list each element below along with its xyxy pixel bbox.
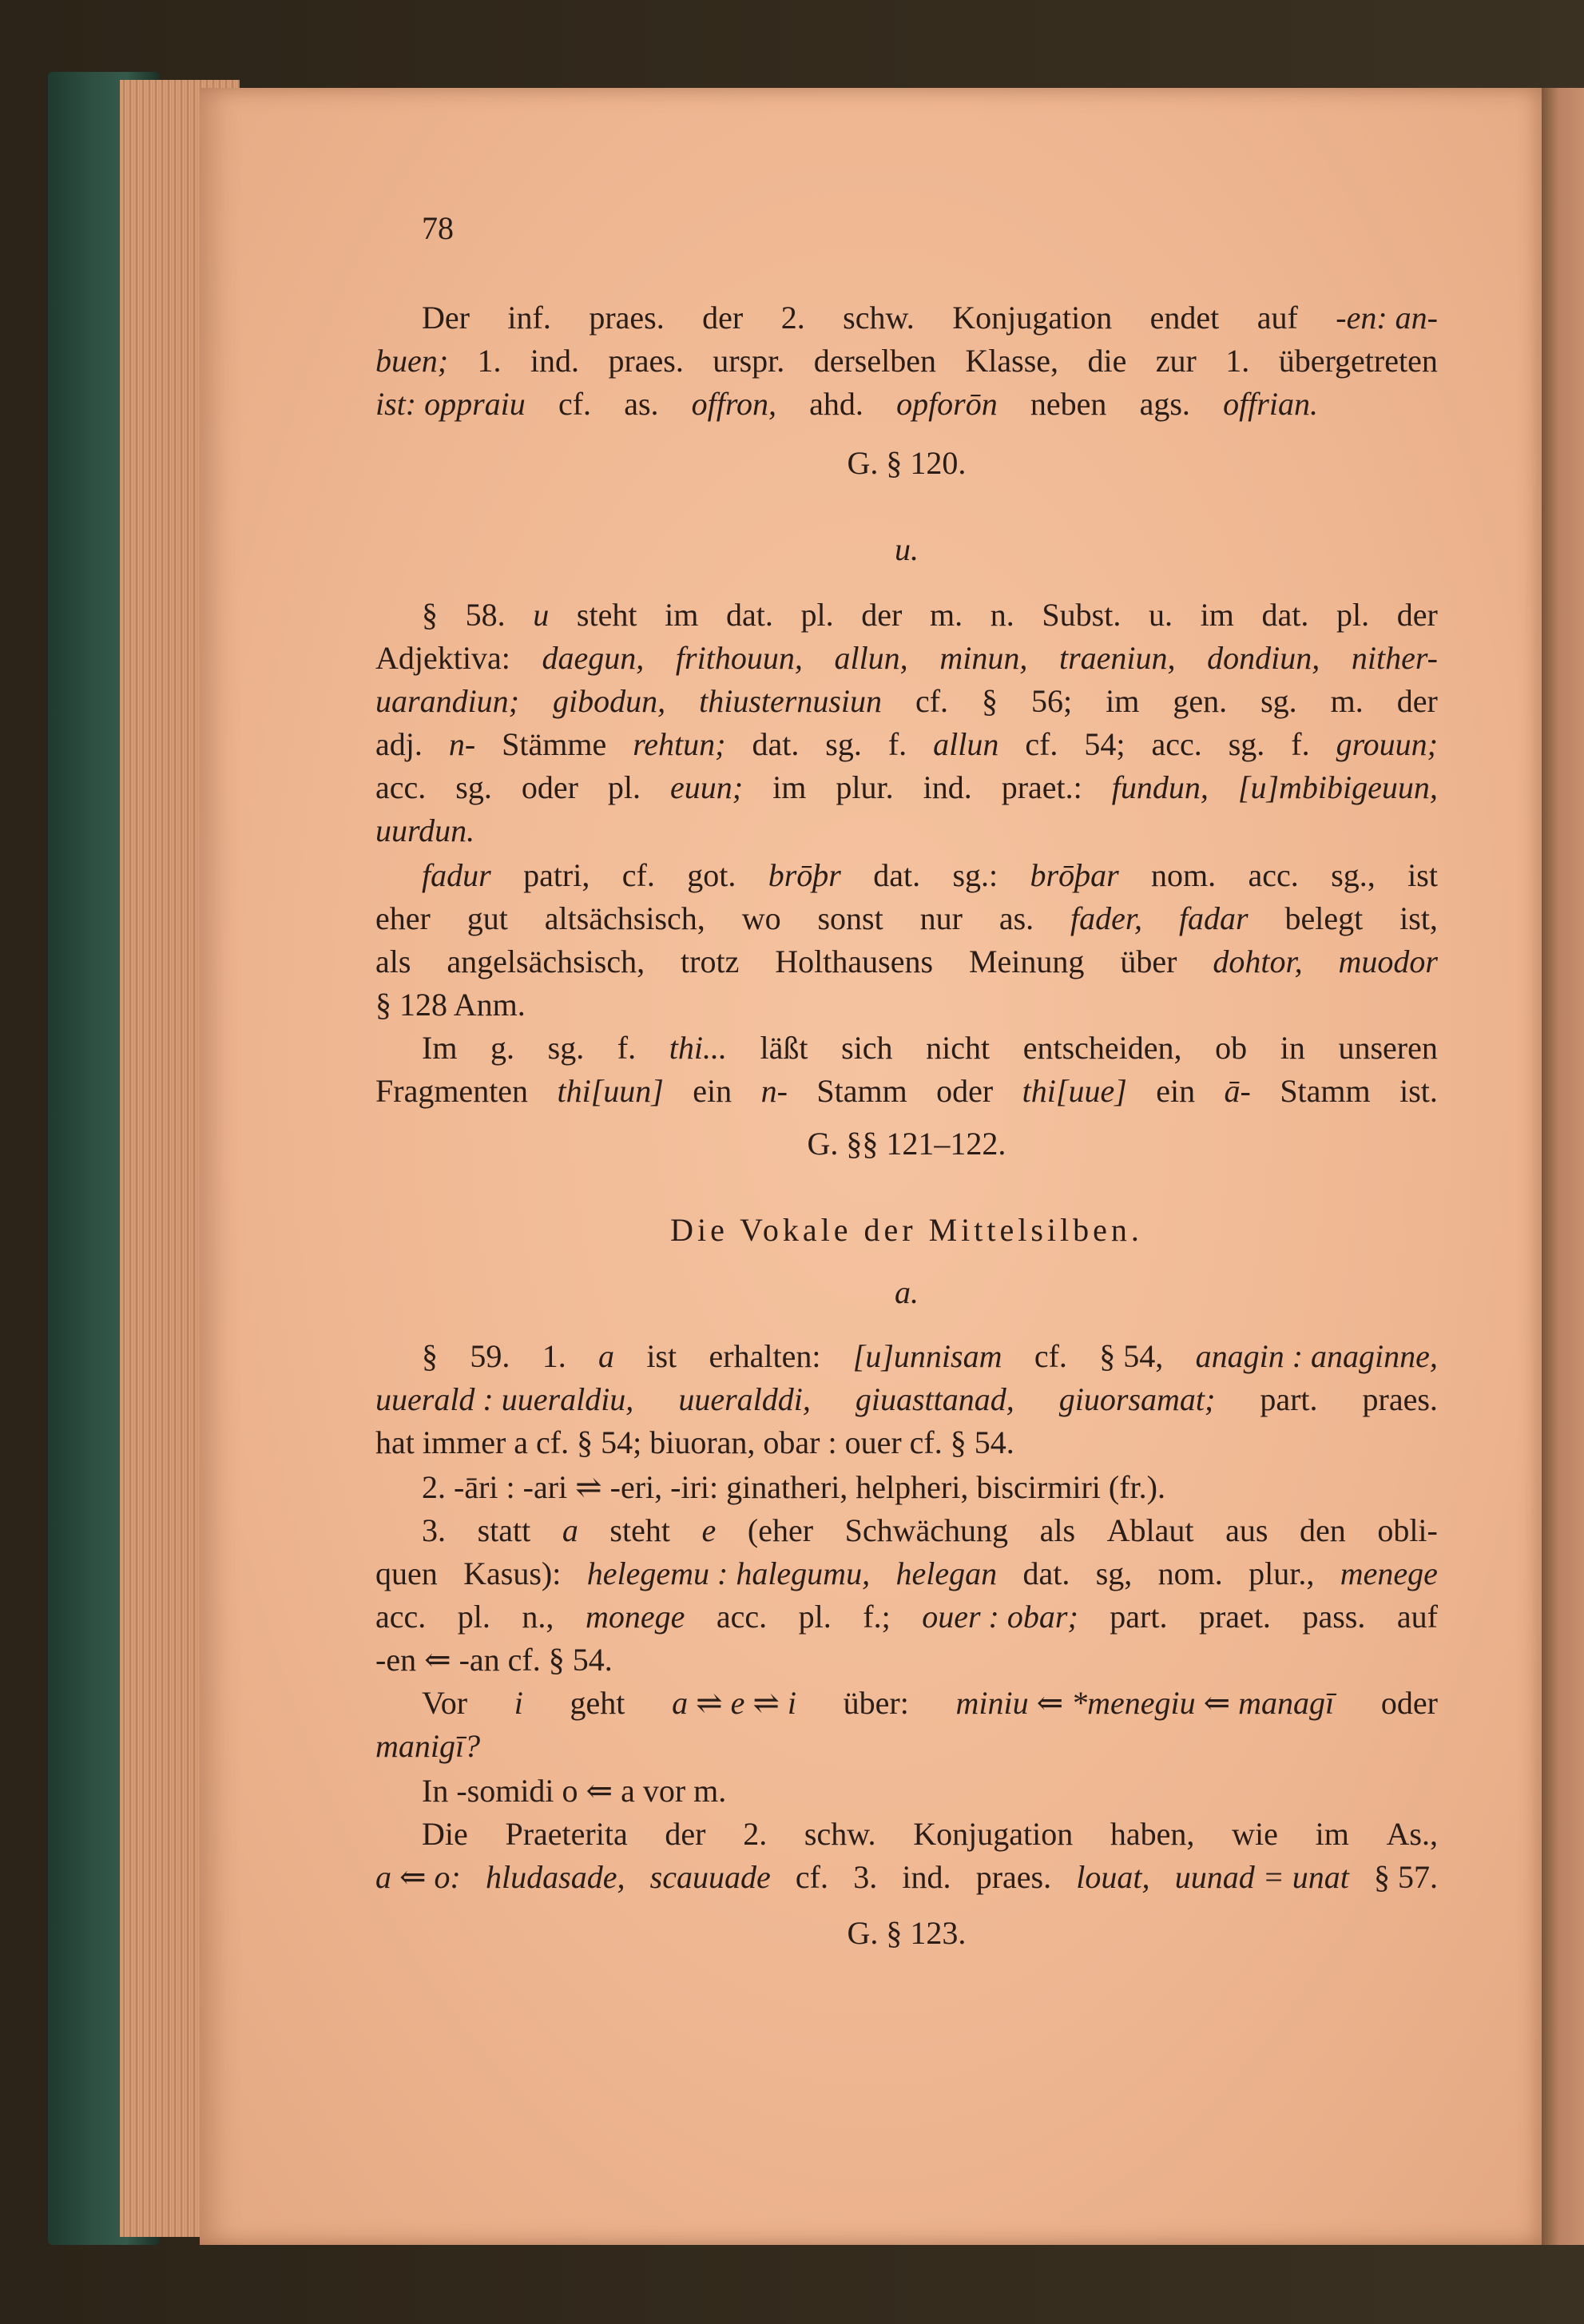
text-line: uurdun. <box>375 812 475 848</box>
facing-page-edge <box>1542 88 1584 2245</box>
text-line: acc. sg. oder pl. euun; im plur. ind. praet.: fundun, [u]mbibigeuun, <box>375 769 1438 805</box>
text-line: manigī? <box>375 1728 481 1764</box>
page-text <box>375 0 1438 2324</box>
text-line: Im g. sg. f. thi... läßt sich nicht entscheiden, ob in unseren <box>422 1030 1438 1066</box>
text-line: adj. n- Stämme rehtun; dat. sg. f. allun cf. 54; acc. sg. f. grouun; <box>375 726 1438 762</box>
text-line: Fragmenten thi[uun] ein n- Stamm oder thi[uue] ein ā- Stamm ist. <box>375 1073 1438 1109</box>
text-line: Adjektiva: daegun, frithouun, allun, minun, traeniun, dondiun, nither- <box>375 640 1438 676</box>
grammar-reference: G. § 123. <box>847 1915 967 1951</box>
text-line: 3. statt a steht e (eher Schwächung als Ablaut aus den obli- <box>422 1512 1438 1548</box>
text-line: Die Praeterita der 2. schw. Konjugation haben, wie im As., <box>422 1816 1438 1852</box>
text-line: § 58. u steht im dat. pl. der m. n. Subst. u. im dat. pl. der <box>422 597 1438 633</box>
text-line: acc. pl. n., monege acc. pl. f.; ouer : obar; part. praet. pass. auf <box>375 1599 1438 1635</box>
text-line: als angelsächsisch, trotz Holthausens Meinung über dohtor, muodor <box>375 944 1438 979</box>
text-line: uuerald : uueraldiu, uueralddi, giuasttanad, giuorsamat; part. praes. <box>375 1381 1438 1417</box>
text-line: a ⇐ o: hludasade, scauuade cf. 3. ind. praes. louat, uunad = unat § 57. <box>375 1859 1438 1895</box>
section-heading: Die Vokale der Mittelsilben. <box>670 1212 1143 1248</box>
text-line: uarandiun; gibodun, thiusternusiun cf. § 56; im gen. sg. m. der <box>375 683 1438 719</box>
text-line: eher gut altsächsisch, wo sonst nur as. fader, fadar belegt ist, <box>375 900 1438 936</box>
text-line: ist: oppraiu cf. as. offron, ahd. opforōn neben ags. offrian. <box>375 386 1318 422</box>
text-line: Vor i geht a ⇌ e ⇌ i über: miniu ⇐ *menegiu ⇐ managī oder <box>422 1685 1438 1721</box>
text-line: fadur patri, cf. got. brōþr dat. sg.: brōþar nom. acc. sg., ist <box>422 857 1438 893</box>
text-line: 2. -āri : -ari ⇌ -eri, -iri: ginatheri, helpheri, biscirmiri (fr.). <box>422 1469 1165 1505</box>
page-number: 78 <box>422 210 454 246</box>
text-line: hat immer a cf. § 54; biuoran, obar : ouer cf. § 54. <box>375 1424 1014 1460</box>
grammar-reference: G. §§ 121–122. <box>807 1126 1006 1162</box>
text-line: Der inf. praes. der 2. schw. Konjugation endet auf -en: an- <box>422 300 1438 336</box>
text-line: -en ⇐ -an cf. § 54. <box>375 1642 613 1678</box>
text-line: quen Kasus): helegemu : halegumu, helegan dat. sg, nom. plur., menege <box>375 1555 1438 1591</box>
text-line: § 59. 1. a ist erhalten: [u]unnisam cf. § 54, anagin : anaginne, <box>422 1338 1438 1374</box>
text-line: § 128 Anm. <box>375 987 526 1023</box>
grammar-reference: G. § 120. <box>847 445 967 481</box>
text-line: buen; 1. ind. praes. urspr. derselben Klasse, die zur 1. übergetreten <box>375 343 1438 379</box>
text-line: In -somidi o ⇐ a vor m. <box>422 1773 727 1809</box>
section-letter-a: a. <box>895 1274 919 1310</box>
section-letter-u: u. <box>895 531 919 567</box>
